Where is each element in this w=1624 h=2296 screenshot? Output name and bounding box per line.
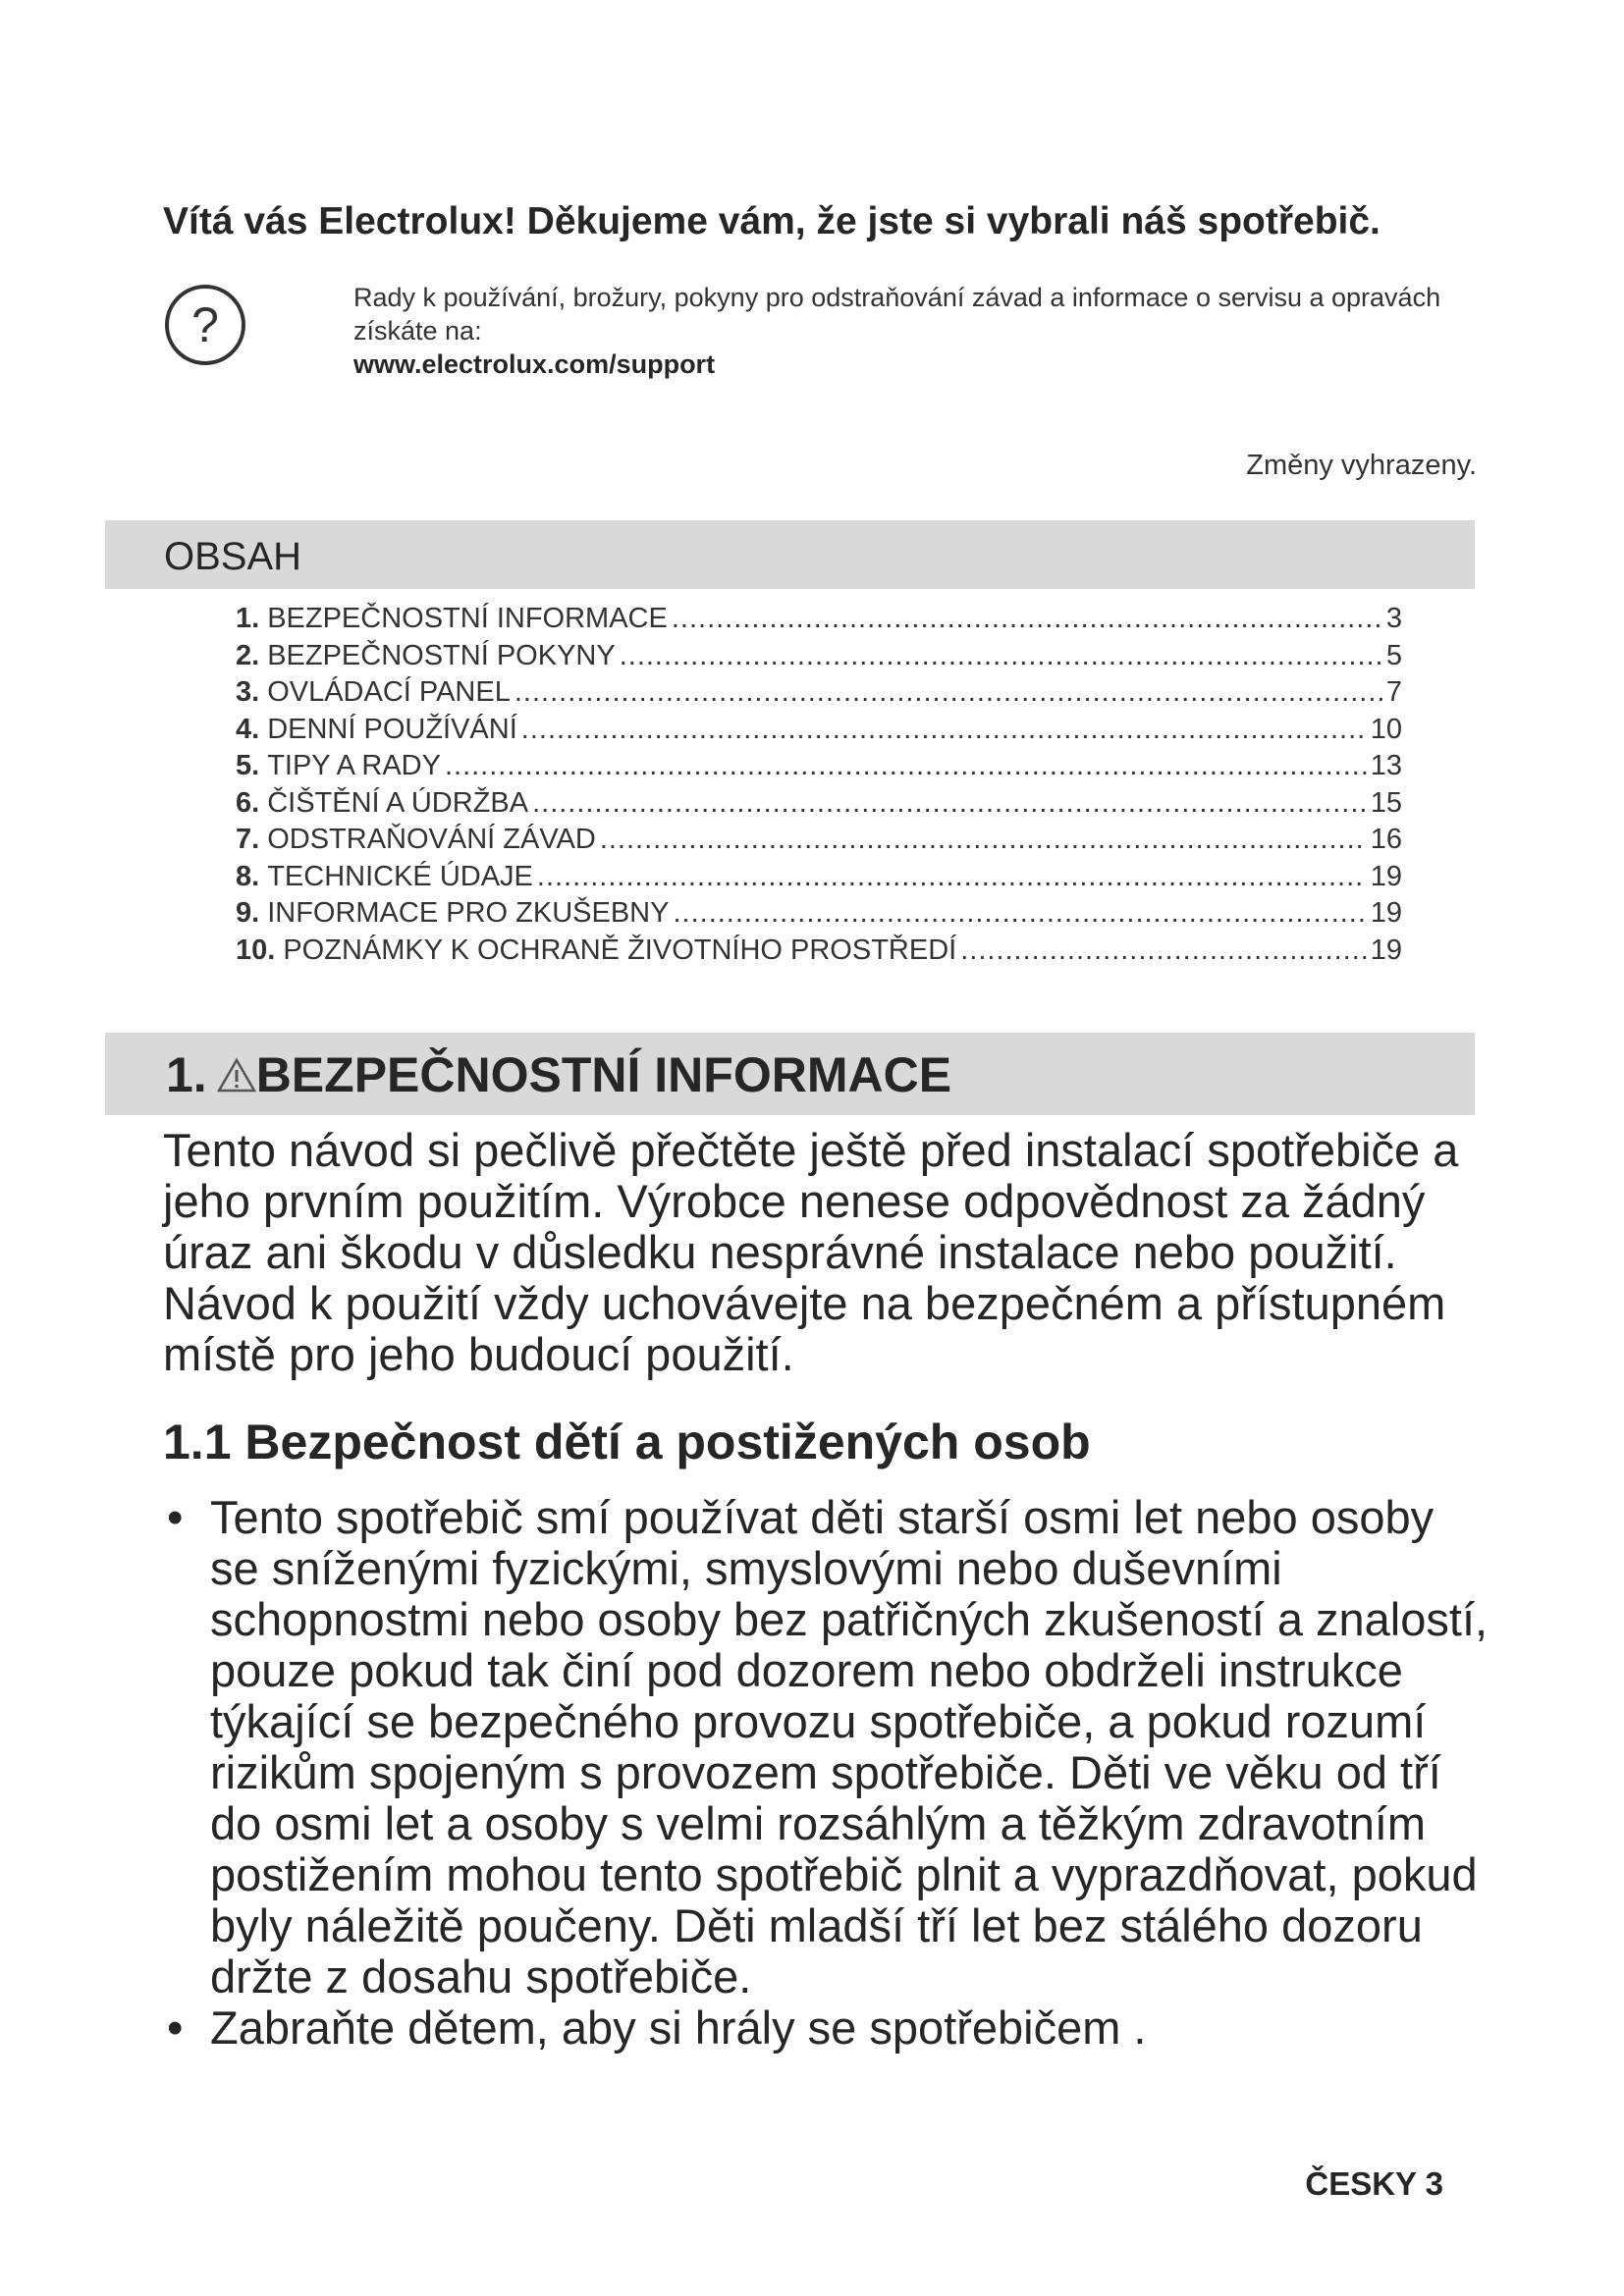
toc-item-number: 4.	[236, 713, 260, 745]
toc-item-number: 8.	[236, 860, 260, 892]
toc-item-label: ODSTRAŇOVÁNÍ ZÁVAD	[267, 824, 596, 855]
chapter-title-text: BEZPEČNOSTNÍ INFORMACE	[255, 1047, 952, 1102]
toc-item-number: 6.	[236, 786, 260, 819]
bullet-text: Tento spotřebič smí používat děti starší osmi let nebo osoby se sníženými fyzickými, smyslovými nebo duševními schopnostmi nebo osoby bez patřičných zkušeností a znalostí, pouze pokud tak činí pod dozorem nebo obdrželi instrukce týkající se bezpečného provozu spotřebiče, a pokud rozumí rizikům spojeným s provozem spotřebiče. Děti ve věku od tří do osmi let a osoby s velmi rozsáhlým a těžkým zdravotním postižením mohou tento spotřebič plnit a vyprazdňovat, pokud byly náležitě poučeny. Děti mladší tří let bez stálého dozoru držte z dosahu spotřebiče.	[210, 1491, 1489, 2002]
toc-item-label: BEZPEČNOSTNÍ POKYNY	[267, 639, 616, 671]
toc-leader-dots	[514, 676, 1382, 709]
table-of-contents	[236, 603, 1402, 971]
toc-leader-dots	[620, 640, 1382, 672]
question-circle-icon	[163, 283, 247, 367]
toc-leader-dots	[537, 861, 1367, 893]
changes-note: Změny vyhrazeny.	[1246, 450, 1477, 481]
section-heading: 1.1 Bezpečnost dětí a postižených osob	[163, 1415, 1091, 1469]
toc-item-page: 7	[1385, 676, 1402, 708]
toc-leader-dots	[600, 824, 1367, 856]
list-item	[163, 2002, 1489, 2054]
chapter-title	[166, 1046, 951, 1103]
toc-item-page: 13	[1370, 750, 1402, 781]
toc-item-page: 10	[1370, 713, 1402, 745]
support-description: Rady k používání, brožury, pokyny pro odstraňování závad a informace o servisu a opravách získáte na:	[353, 283, 1441, 346]
intro-paragraph: Tento návod si pečlivě přečtěte ještě před instalací spotřebiče a jeho prvním použitím. Výrobce nenese odpovědnost za žádný úraz ani škodu v důsledku nesprávné instalace nebo použití. Návod k použití vždy uchovávejte na bezpečném a přístupném místě pro jeho budoucí použití.	[163, 1124, 1459, 1380]
toc-item-label: BEZPEČNOSTNÍ INFORMACE	[267, 603, 668, 634]
list-item	[163, 1492, 1489, 2002]
toc-item-number: 7.	[236, 824, 260, 855]
toc-leader-dots	[521, 714, 1367, 746]
toc-item-label: POZNÁMKY K OCHRANĚ ŽIVOTNÍHO PROSTŘEDÍ	[283, 934, 957, 966]
toc-leader-dots	[445, 750, 1367, 782]
toc-item[interactable]	[236, 787, 1402, 825]
toc-item-page: 16	[1370, 824, 1402, 855]
toc-leader-dots	[673, 897, 1366, 930]
bullet-marker: •	[167, 1491, 184, 1543]
toc-item[interactable]	[236, 603, 1402, 640]
bullet-marker: •	[167, 2002, 184, 2054]
toc-item-number: 2.	[236, 639, 260, 671]
toc-item-page: 19	[1370, 897, 1402, 929]
toc-header-bar	[105, 520, 1475, 589]
toc-item-label: ČIŠTĚNÍ A ÚDRŽBA	[267, 786, 529, 819]
page-footer: ČESKY 3	[1305, 2165, 1443, 2202]
toc-item[interactable]	[236, 676, 1402, 714]
toc-item-page: 19	[1370, 860, 1402, 892]
toc-title: OBSAH	[164, 535, 302, 578]
toc-item-page: 3	[1385, 603, 1402, 634]
toc-item-label: TIPY A RADY	[267, 750, 441, 781]
toc-item-number: 10.	[236, 934, 276, 966]
toc-item-number: 9.	[236, 897, 260, 929]
toc-item-number: 1.	[236, 603, 260, 634]
toc-item[interactable]	[236, 824, 1402, 861]
toc-item-page: 15	[1370, 786, 1402, 819]
toc-item[interactable]	[236, 714, 1402, 751]
chapter-number: 1.	[166, 1047, 207, 1102]
toc-item-number: 5.	[236, 750, 260, 781]
toc-item-label: OVLÁDACÍ PANEL	[267, 676, 511, 708]
toc-item[interactable]	[236, 640, 1402, 677]
toc-item[interactable]	[236, 934, 1402, 972]
toc-item-label: TECHNICKÉ ÚDAJE	[267, 860, 533, 892]
toc-leader-dots	[960, 934, 1367, 967]
chapter-header-bar	[105, 1033, 1475, 1115]
toc-item-label: INFORMACE PRO ZKUŠEBNY	[267, 897, 670, 929]
toc-leader-dots	[532, 787, 1367, 820]
warning-triangle-icon	[217, 1057, 256, 1093]
toc-item-page: 5	[1385, 639, 1402, 671]
bullet-text: Zabraňte dětem, aby si hrály se spotřebičem .	[210, 2002, 1147, 2054]
toc-item[interactable]	[236, 897, 1402, 934]
support-url-link[interactable]: www.electrolux.com/support	[353, 349, 716, 379]
toc-item-number: 3.	[236, 676, 260, 708]
toc-item[interactable]	[236, 750, 1402, 787]
toc-item-page: 19	[1370, 934, 1402, 966]
support-info	[353, 281, 1483, 381]
welcome-heading: Vítá vás Electrolux! Děkujeme vám, že jste si vybrali náš spotřebič.	[163, 200, 1380, 242]
svg-text:?: ?	[191, 297, 219, 352]
safety-bullet-list	[163, 1492, 1489, 2054]
toc-leader-dots	[672, 603, 1382, 635]
toc-item-label: DENNÍ POUŽÍVÁNÍ	[267, 713, 517, 745]
toc-item[interactable]	[236, 861, 1402, 898]
